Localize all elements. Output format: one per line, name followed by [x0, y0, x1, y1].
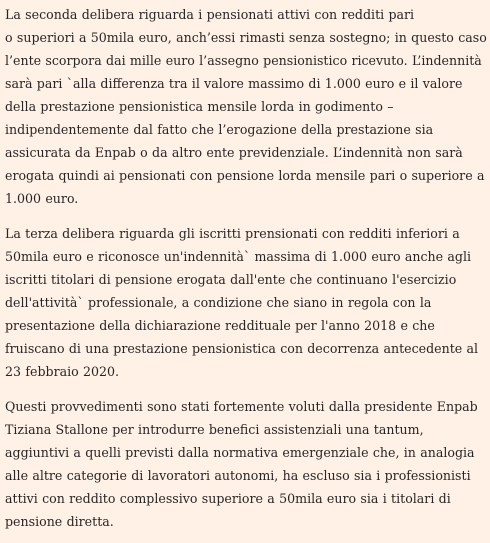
paragraph-third-resolution — [5, 222, 486, 383]
text-line: dell'attività` professionale, a condizione che siano in regola con la — [5, 295, 432, 310]
text-line: Tiziana Stallone per introdurre benefici assistenziali una tantum, — [5, 422, 424, 437]
text-line: assicurata da Enpab o da altro ente previdenziale. L’indennità non sarà — [5, 145, 463, 160]
text-line: indipendentemente dal fatto che l’erogazione della prestazione sia — [5, 122, 434, 137]
paragraph-second-resolution — [5, 3, 486, 210]
text-line: attivi con reddito complessivo superiore a 50mila euro sia i titolari di — [5, 491, 451, 506]
text-line: erogata quindi ai pensionati con pensione lorda mensile pari o superiore a — [5, 168, 485, 183]
paragraph-measures-summary — [5, 395, 486, 533]
text-line: alle altre categorie di lavoratori autonomi, ha escluso sia i professionisti — [5, 468, 471, 483]
text-line: La seconda delibera riguarda i pensionati attivi con redditi pari — [5, 7, 415, 22]
text-line: aggiuntivi a quelli previsti dalla normativa emergenziale che, in analogia — [5, 445, 475, 460]
text-line: l’ente scorpora dai mille euro l’assegno pensionistico ricevuto. L’indennità — [5, 53, 482, 68]
text-line: sarà pari `alla differenza tra il valore massimo di 1.000 euro e il valore — [5, 76, 463, 91]
text-line: presentazione della dichiarazione reddituale per l'anno 2018 e che — [5, 318, 435, 333]
text-line: Questi provvedimenti sono stati fortemente voluti dalla presidente Enpab — [5, 399, 478, 414]
text-line: fruiscano di una prestazione pensionistica con decorrenza antecedente al — [5, 341, 479, 356]
text-line: iscritti titolari di pensione erogata dall'ente che continuano l'esercizio — [5, 272, 457, 287]
text-line: 50mila euro e riconosce un'indennità` massima di 1.000 euro anche agli — [5, 249, 472, 264]
text-line: della prestazione pensionistica mensile lorda in godimento – — [5, 99, 394, 114]
text-line: 1.000 euro. — [5, 191, 79, 206]
text-line: 23 febbraio 2020. — [5, 364, 120, 379]
text-line: o superiori a 50mila euro, anch’essi rimasti senza sostegno; in questo caso — [5, 30, 487, 45]
text-line: pensione diretta. — [5, 514, 114, 529]
text-line: La terza delibera riguarda gli iscritti prensionati con redditi inferiori a — [5, 226, 460, 241]
